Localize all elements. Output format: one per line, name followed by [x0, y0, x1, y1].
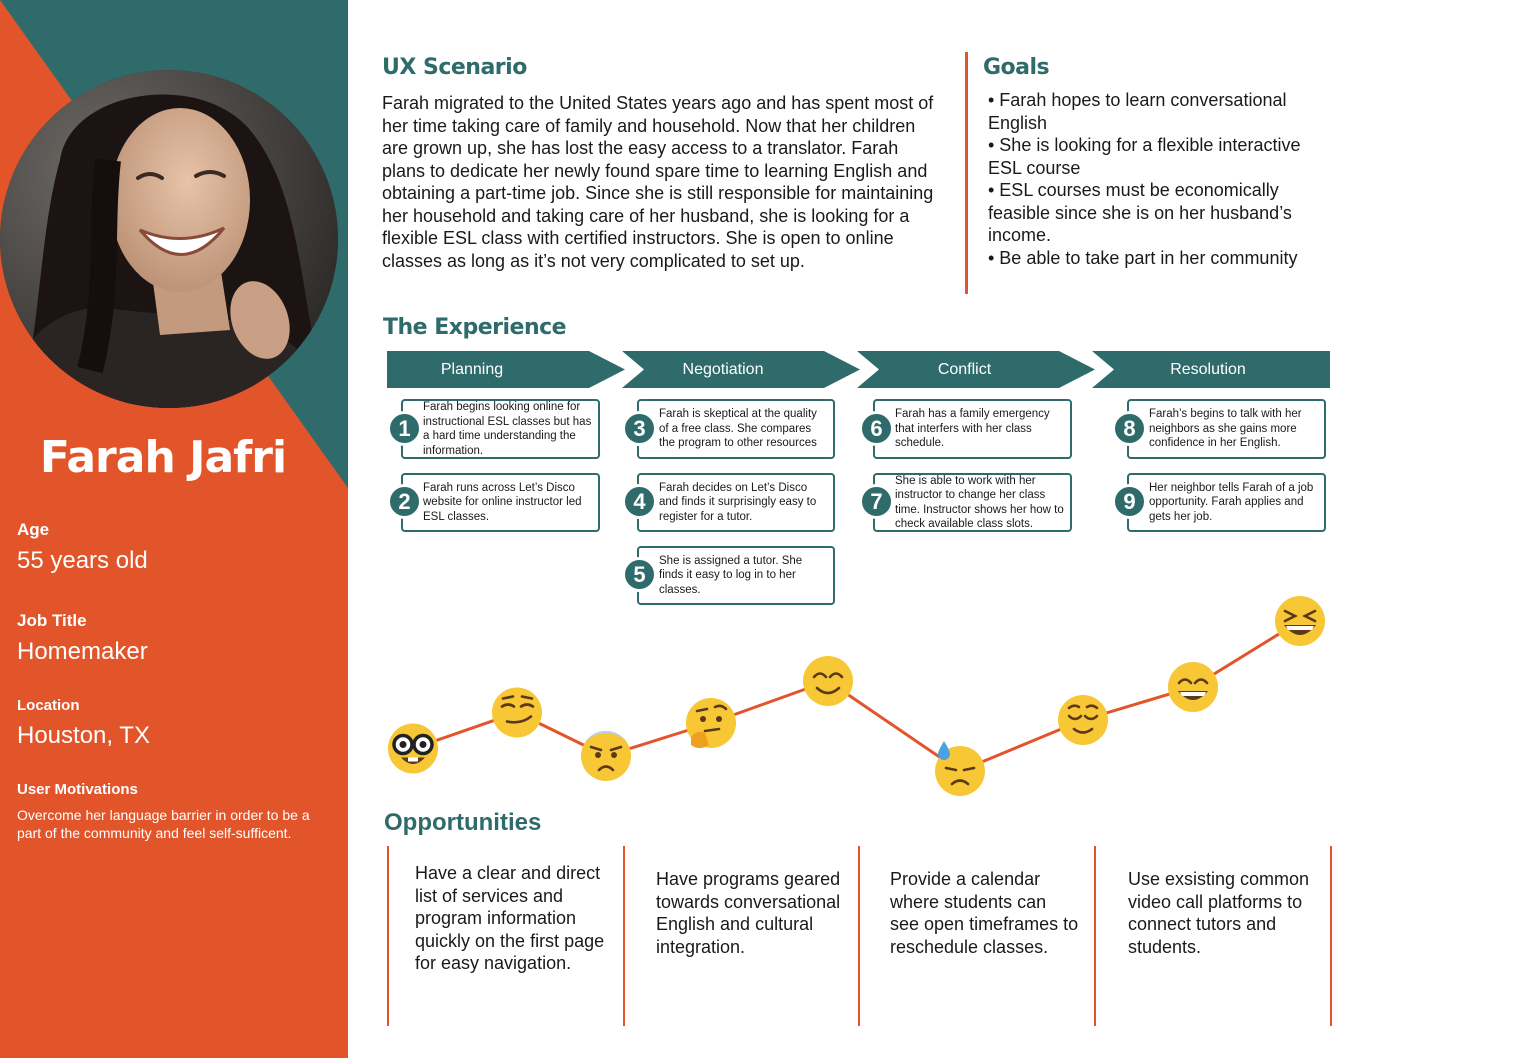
- step-text: Farah is skeptical at the quality of a free class. She compares the program to other resources: [659, 408, 817, 450]
- motivations-label: User Motivations: [17, 781, 138, 798]
- emotion-worried-icon: [581, 725, 631, 781]
- step-box-8: [1127, 399, 1326, 459]
- goals-title: Goals: [983, 55, 1050, 80]
- age-label: Age: [17, 520, 50, 539]
- step-number-5: 5: [622, 557, 657, 592]
- emotion-grin-icon: [1168, 662, 1218, 712]
- location-value: Houston, TX: [17, 722, 150, 749]
- opportunity-item-2: Have programs geared towards conversational English and cultural integration.: [656, 869, 841, 957]
- stage-label: Resolution: [1170, 361, 1246, 378]
- step-number-6: 6: [859, 411, 894, 446]
- step-box-6: [873, 399, 1072, 459]
- step-box-7: [873, 473, 1072, 532]
- step-text: She is assigned a tutor. She finds it easy to log in to her classes.: [659, 554, 803, 596]
- job-title-value: Homemaker: [17, 638, 148, 665]
- emotion-relieved-icon: [1058, 695, 1108, 745]
- step-text: Farah runs across Let’s Disco website for online instructor led ESL classes.: [423, 481, 582, 523]
- emotion-laughing-icon: [1275, 596, 1325, 646]
- step-number-9: 9: [1112, 484, 1147, 519]
- step-text: Farah has a family emergency that interfers with her class schedule.: [895, 408, 1050, 450]
- emotion-smile-icon: [803, 656, 853, 706]
- persona-panel: [0, 0, 348, 1058]
- job-title-label: Job Title: [17, 611, 87, 630]
- stage-conflict: [857, 351, 1095, 388]
- scenario-title: UX Scenario: [382, 55, 527, 80]
- step-number-4: 4: [622, 484, 657, 519]
- step-number-7: 7: [859, 484, 894, 519]
- goals-divider: [965, 52, 968, 294]
- goal-item: • She is looking for a flexible interactive ESL course: [988, 135, 1301, 178]
- step-number-3: 3: [622, 411, 657, 446]
- step-number-8: 8: [1112, 411, 1147, 446]
- step-box-3: [637, 399, 835, 459]
- stage-label: Planning: [440, 361, 504, 378]
- step-box-9: [1127, 473, 1326, 532]
- opportunity-divider: [623, 846, 625, 1026]
- stage-resolution: [1092, 351, 1330, 388]
- stage-negotiation: [622, 351, 860, 388]
- step-text: Farah’s begins to talk with her neighbors as she gains more confidence in her English.: [1149, 408, 1302, 450]
- step-text: She is able to work with her instructor to change her class time. Instructor shows her how to check available class slots.: [895, 474, 1064, 530]
- emotion-smirk-icon: [492, 688, 542, 738]
- emotion-thinking-icon: [686, 698, 736, 748]
- opportunity-item-3: Provide a calendar where students can see open timeframes to reschedule classes.: [890, 869, 1079, 957]
- emotion-sad-sweat-icon: [935, 741, 985, 796]
- goal-item: • ESL courses must be economically feasible since she is on her husband’s income.: [988, 180, 1292, 245]
- emotion-nerd-icon: [388, 724, 438, 774]
- step-number-1: 1: [387, 411, 422, 446]
- opportunity-item-1: Have a clear and direct list of services and program information quickly on the first page for easy navigation.: [415, 863, 605, 973]
- location-label: Location: [17, 697, 80, 714]
- opportunity-divider: [1330, 846, 1332, 1026]
- opportunities-title: Opportunities: [384, 809, 542, 836]
- goal-item: • Be able to take part in her community: [988, 247, 1298, 268]
- avatar: [0, 70, 338, 408]
- opportunity-divider: [1094, 846, 1096, 1026]
- stage-planning: [387, 351, 625, 388]
- opportunity-divider: [387, 846, 389, 1026]
- step-text: Her neighbor tells Farah of a job opportunity. Farah applies and gets her job.: [1149, 481, 1314, 523]
- persona-name: Farah Jafri: [39, 432, 287, 483]
- step-box-2: [401, 473, 600, 532]
- step-text: Farah decides on Let’s Disco and finds it surprisingly easy to register for a tutor.: [659, 481, 817, 523]
- goals-list: [988, 89, 1333, 269]
- scenario-text: Farah migrated to the United States years ago and has spent most of her time taking care of family and household. Now that her children are grown up, she has lost the easy access to a translator. Farah plans to dedicate her newly found spare time to learning English and obtaining a part-time job. Since she is still responsible for maintaining her household and taking care of her husband, she is looking for a flexible ESL class with certified instructors. She is open to online classes as long as it’s not very complicated to set up.: [382, 93, 934, 271]
- persona-photo: [0, 70, 338, 408]
- step-text: Farah begins looking online for instructional ESL classes but has a hard time understanding the information.: [423, 401, 592, 457]
- opportunity-item-4: Use exsisting common video call platforms to connect tutors and students.: [1128, 869, 1310, 957]
- goal-item: • Farah hopes to learn conversational English: [988, 90, 1287, 133]
- stage-label: Conflict: [937, 361, 992, 378]
- emotion-line: [413, 621, 1300, 771]
- step-box-5: [637, 546, 835, 605]
- age-value: 55 years old: [17, 547, 148, 574]
- stage-label: Negotiation: [682, 361, 764, 378]
- step-box-4: [637, 473, 835, 532]
- opportunity-divider: [858, 846, 860, 1026]
- step-number-2: 2: [387, 484, 422, 519]
- experience-title: The Experience: [383, 315, 567, 340]
- motivations-text: Overcome her language barrier in order to be a part of the community and feel self-sufficent.: [17, 807, 310, 841]
- step-box-1: [401, 399, 600, 459]
